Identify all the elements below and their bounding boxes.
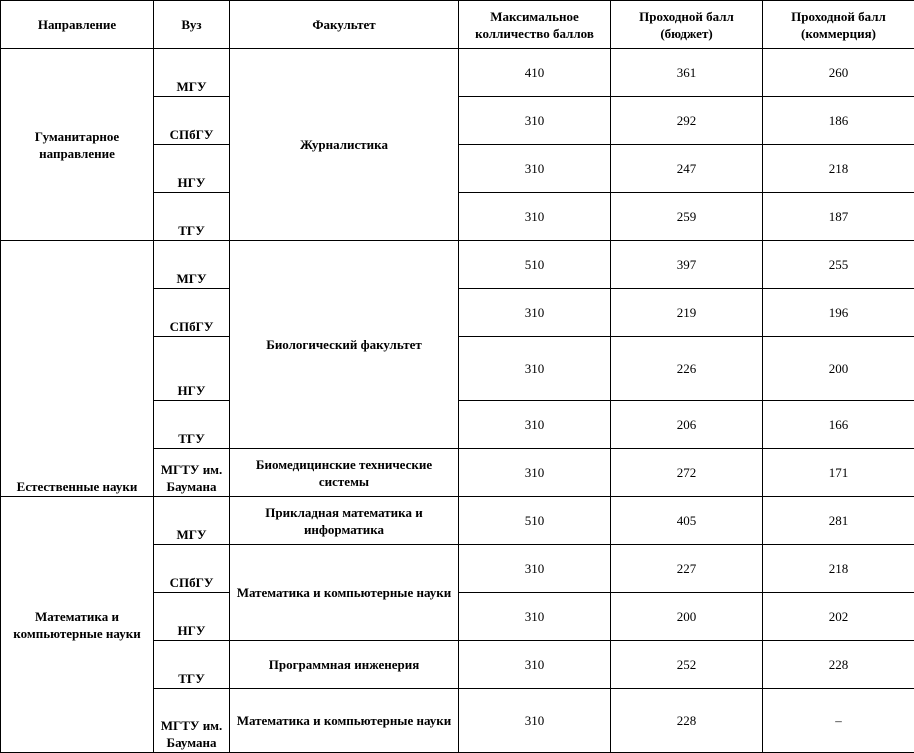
university-cell: МГУ bbox=[154, 241, 230, 289]
pass-commerce-cell: 187 bbox=[763, 193, 914, 241]
pass-commerce-cell: 186 bbox=[763, 97, 914, 145]
pass-budget-cell: 200 bbox=[611, 593, 763, 641]
pass-commerce-cell: 196 bbox=[763, 289, 914, 337]
university-cell: СПбГУ bbox=[154, 545, 230, 593]
max-score-cell: 310 bbox=[459, 193, 611, 241]
university-cell: НГУ bbox=[154, 145, 230, 193]
max-score-cell: 310 bbox=[459, 145, 611, 193]
max-score-cell: 510 bbox=[459, 497, 611, 545]
pass-commerce-cell: 260 bbox=[763, 49, 914, 97]
pass-commerce-cell: 171 bbox=[763, 449, 914, 497]
header-row bbox=[1, 1, 914, 49]
university-cell: НГУ bbox=[154, 593, 230, 641]
max-score-cell: 310 bbox=[459, 289, 611, 337]
pass-budget-cell: 252 bbox=[611, 641, 763, 689]
group-natural-sciences: Естественные науки bbox=[1, 241, 154, 497]
pass-commerce-cell: 166 bbox=[763, 401, 914, 449]
max-score-cell: 510 bbox=[459, 241, 611, 289]
pass-budget-cell: 397 bbox=[611, 241, 763, 289]
faculty-biology: Биологический факультет bbox=[230, 241, 459, 449]
university-cell: НГУ bbox=[154, 337, 230, 401]
table-row bbox=[1, 241, 914, 289]
pass-commerce-cell: 255 bbox=[763, 241, 914, 289]
max-score-cell: 310 bbox=[459, 449, 611, 497]
university-cell: ТГУ bbox=[154, 401, 230, 449]
max-score-cell: 310 bbox=[459, 593, 611, 641]
pass-commerce-cell: 218 bbox=[763, 545, 914, 593]
pass-budget-cell: 228 bbox=[611, 689, 763, 753]
header-direction: Направление bbox=[1, 1, 154, 49]
pass-commerce-cell: – bbox=[763, 689, 914, 753]
table-row bbox=[1, 497, 914, 545]
faculty-biomed: Биомедицинские технические системы bbox=[230, 449, 459, 497]
max-score-cell: 310 bbox=[459, 401, 611, 449]
pass-budget-cell: 227 bbox=[611, 545, 763, 593]
university-cell: МГУ bbox=[154, 49, 230, 97]
header-university: Вуз bbox=[154, 1, 230, 49]
pass-budget-cell: 219 bbox=[611, 289, 763, 337]
max-score-cell: 310 bbox=[459, 337, 611, 401]
pass-budget-cell: 272 bbox=[611, 449, 763, 497]
pass-commerce-cell: 281 bbox=[763, 497, 914, 545]
faculty-math-cs-bmstu: Математика и компьютерные науки bbox=[230, 689, 459, 753]
university-cell: СПбГУ bbox=[154, 97, 230, 145]
university-cell: МГТУ им. Баумана bbox=[154, 449, 230, 497]
pass-budget-cell: 247 bbox=[611, 145, 763, 193]
table-row bbox=[1, 49, 914, 97]
max-score-cell: 310 bbox=[459, 641, 611, 689]
pass-commerce-cell: 228 bbox=[763, 641, 914, 689]
university-cell: МГУ bbox=[154, 497, 230, 545]
faculty-applied-math: Прикладная математика и информатика bbox=[230, 497, 459, 545]
faculty-math-cs: Математика и компьютерные науки bbox=[230, 545, 459, 641]
faculty-software-engineering: Программная инженерия bbox=[230, 641, 459, 689]
pass-budget-cell: 405 bbox=[611, 497, 763, 545]
pass-budget-cell: 361 bbox=[611, 49, 763, 97]
header-pass-budget: Проходной балл (бюджет) bbox=[611, 1, 763, 49]
header-faculty: Факультет bbox=[230, 1, 459, 49]
pass-budget-cell: 292 bbox=[611, 97, 763, 145]
pass-commerce-cell: 200 bbox=[763, 337, 914, 401]
pass-commerce-cell: 218 bbox=[763, 145, 914, 193]
max-score-cell: 310 bbox=[459, 97, 611, 145]
university-cell: ТГУ bbox=[154, 641, 230, 689]
university-cell: МГТУ им. Баумана bbox=[154, 689, 230, 753]
header-pass-commerce: Проходной балл (коммерция) bbox=[763, 1, 914, 49]
university-cell: СПбГУ bbox=[154, 289, 230, 337]
university-cell: ТГУ bbox=[154, 193, 230, 241]
group-humanities: Гуманитарное направление bbox=[1, 49, 154, 241]
pass-budget-cell: 226 bbox=[611, 337, 763, 401]
max-score-cell: 410 bbox=[459, 49, 611, 97]
pass-budget-cell: 259 bbox=[611, 193, 763, 241]
group-math-cs: Математика и компьютерные науки bbox=[1, 497, 154, 753]
max-score-cell: 310 bbox=[459, 689, 611, 753]
pass-budget-cell: 206 bbox=[611, 401, 763, 449]
header-max-score: Максимальное колличество баллов bbox=[459, 1, 611, 49]
faculty-journalism: Журналистика bbox=[230, 49, 459, 241]
pass-commerce-cell: 202 bbox=[763, 593, 914, 641]
max-score-cell: 310 bbox=[459, 545, 611, 593]
